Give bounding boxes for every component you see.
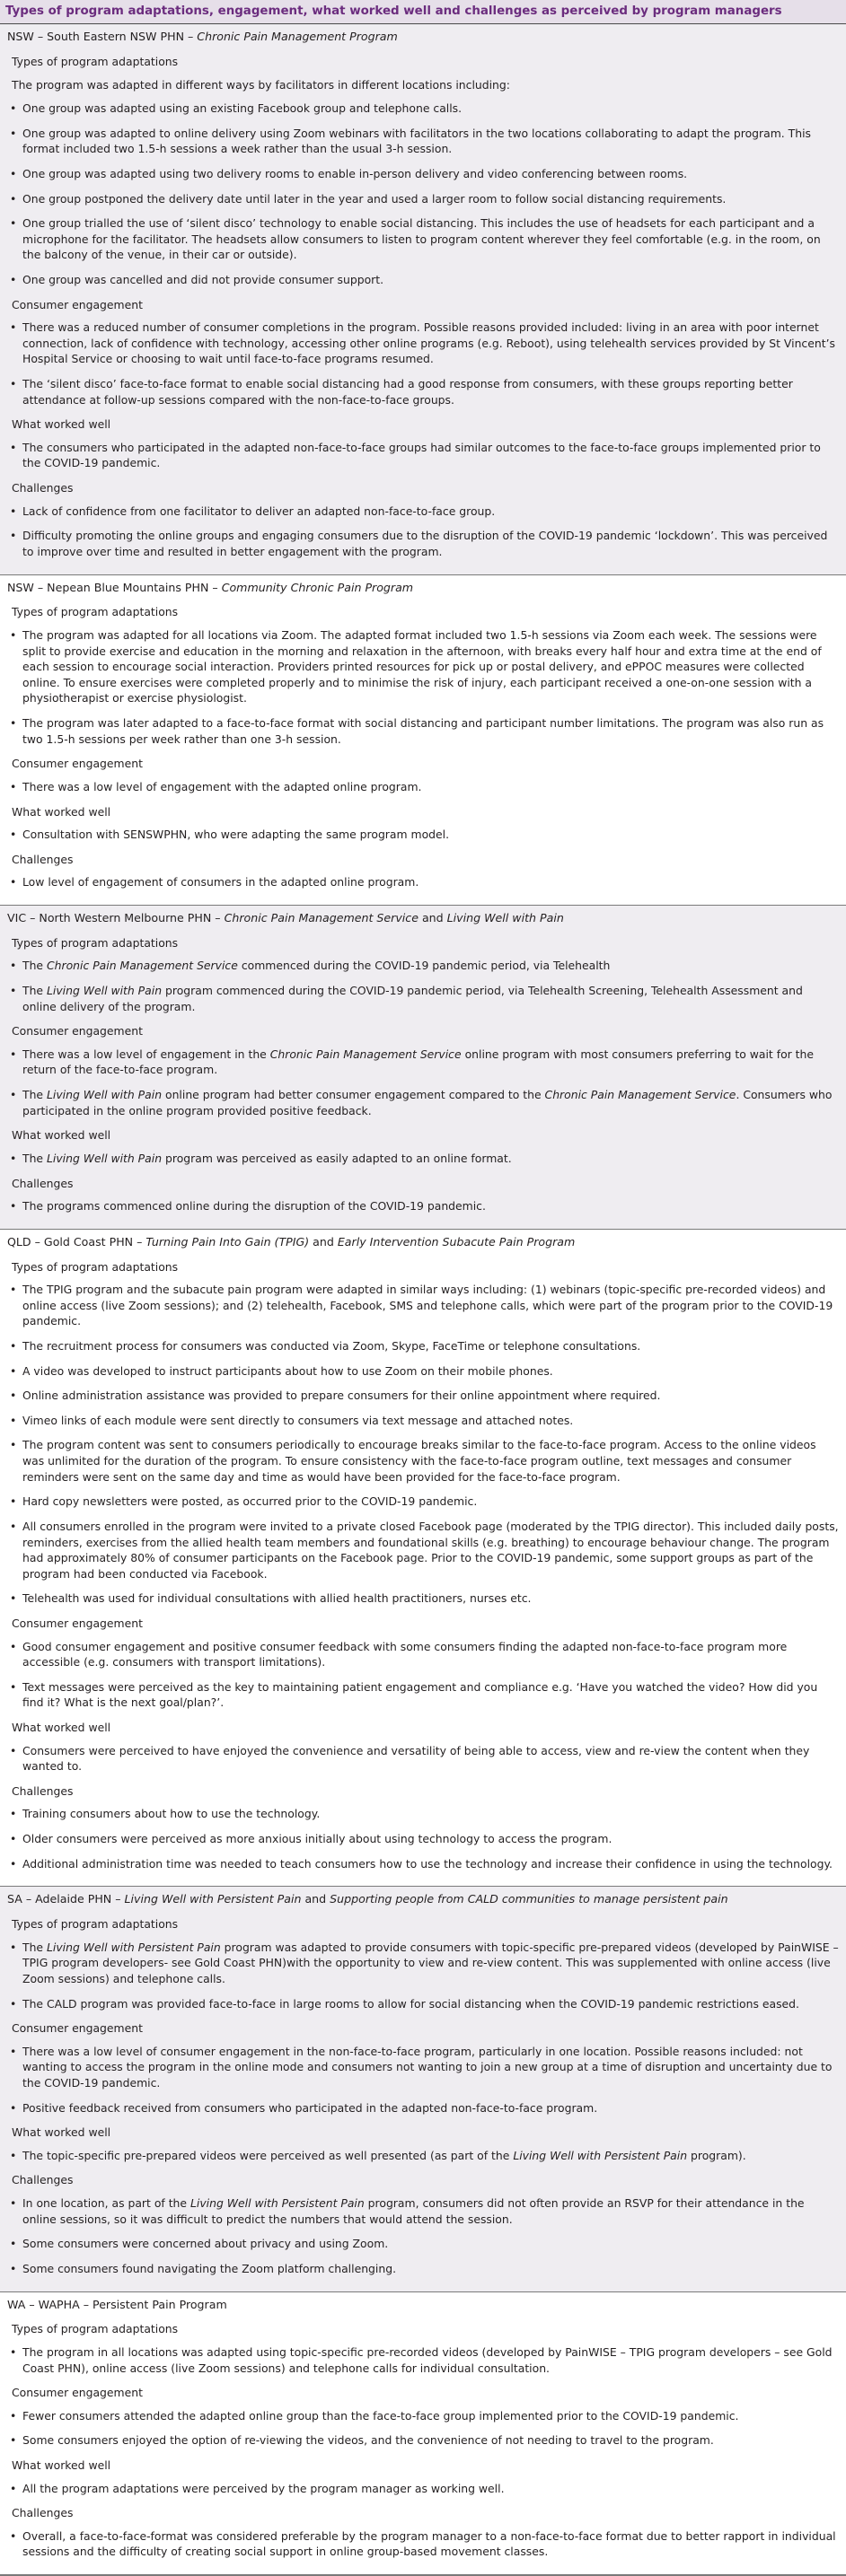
bullet-item: • Additional administration time was needed to teach consumers how to use the technology and increase their confidence in using the technology. xyxy=(7,1856,839,1872)
bullet-item: • The program was later adapted to a face-to-face format with social distancing and participant number limitations. The program was also run as two 1.5-h sessions per week rather than one 3-h session. xyxy=(7,715,839,747)
bullet-item: • The program was adapted for all locations via Zoom. The adapted format included two 1.5-h sessions via Zoom each week. The sessions were split to provide exercise and education in the morning and relaxation in the afternoon, with breaks every half hour and extra time at the end of each session to encourage social interaction. Providers printed resources for pick up or postal delivery, and ePPOC measures were collected online. To ensure exercises were completed properly and to minimise the risk of injury, each participant received a one-on-one session with a physiotherapist or exercise physiologist. xyxy=(7,627,839,706)
bullet-item: • Telehealth was used for individual consultations with allied health practitioners, nurses etc. xyxy=(7,1590,839,1607)
subheading: What worked well xyxy=(12,2458,111,2473)
bullet-list xyxy=(7,2148,839,2164)
section-header: SA – Adelaide PHN – Living Well with Persistent Pain and Supporting people from CALD communities to manage persistent pain xyxy=(7,1892,728,1906)
bullet-item: • The Living Well with Pain program commenced during the COVID-19 pandemic period, via Telehealth Screening, Telehealth Assessment and online delivery of the program. xyxy=(7,983,839,1014)
bullet-item: • The topic-specific pre-prepared videos were perceived as well presented (as part of the Living Well with Persistent Pain program). xyxy=(7,2148,839,2164)
bullet-item: • One group was adapted using two delivery rooms to enable in-person delivery and video conferencing between rooms. xyxy=(7,166,839,182)
bullet-list xyxy=(7,2344,839,2376)
bullet-item: • The consumers who participated in the adapted non-face-to-face groups had similar outcomes to the face-to-face groups implemented prior to the COVID-19 pandemic. xyxy=(7,440,839,471)
region-section xyxy=(0,24,846,575)
section-header: NSW – South Eastern NSW PHN – Chronic Pain Management Program xyxy=(7,30,398,44)
subheading: Types of program adaptations xyxy=(12,1917,179,1932)
bullet-list xyxy=(7,2408,839,2449)
bullet-item: • One group was cancelled and did not provide consumer support. xyxy=(7,272,839,288)
bullet-item: • The Living Well with Persistent Pain program was adapted to provide consumers with topic-specific pre-prepared videos (developed by PainWISE – TPIG program developers- see Gold Coast PHN)with the opportunity to view and re-view content. This was supplemented with online access (live Zoom sessions) and telephone calls. xyxy=(7,1940,839,1987)
bullet-list xyxy=(7,101,839,287)
bullet-list xyxy=(7,627,839,747)
bullet-list xyxy=(7,1151,839,1167)
subheading: Consumer engagement xyxy=(12,297,143,311)
bullet-item: • Hard copy newsletters were posted, as occurred prior to the COVID-19 pandemic. xyxy=(7,1494,839,1510)
section-header: NSW – Nepean Blue Mountains PHN – Community Chronic Pain Program xyxy=(7,580,414,594)
bullet-item: • Positive feedback received from consumers who participated in the adapted non-face-to-face program. xyxy=(7,2100,839,2116)
table-title: Types of program adaptations, engagement, what worked well and challenges as perceived by program managers xyxy=(0,0,846,24)
subheading: What worked well xyxy=(12,2125,111,2140)
bullet-list xyxy=(7,2044,839,2116)
subheading: Consumer engagement xyxy=(12,2021,143,2036)
bullet-item: • All consumers enrolled in the program were invited to a private closed Facebook page (moderated by the TPIG director). This included daily posts, reminders, exercises from the allied health team members and foundational skills (e.g. breathing) to encourage behaviour change. The program had approximately 80% of consumer participants on the Facebook page. Prior to the COVID-19 pandemic, some support groups as part of the program had been conducted via Facebook. xyxy=(7,1519,839,1582)
bullet-item: • The programs commenced online during the disruption of the COVID-19 pandemic. xyxy=(7,1198,839,1214)
bullet-list xyxy=(7,1940,839,2011)
bullet-item: • Online administration assistance was provided to prepare consumers for their online appointment where required. xyxy=(7,1388,839,1404)
subheading: Challenges xyxy=(12,2173,74,2187)
bullet-list xyxy=(7,2195,839,2276)
region-section xyxy=(0,575,846,906)
bullet-item: • The Living Well with Pain online program had better consumer engagement compared to the Chronic Pain Management Service. Consumers who participated in the online program provided positive feedback. xyxy=(7,1087,839,1118)
bullet-item: • One group was adapted to online delivery using Zoom webinars with facilitators in the two locations collaborating to adapt the program. This format included two 1.5-h sessions a week rather than the usual 3-h session. xyxy=(7,126,839,157)
subheading: Challenges xyxy=(12,481,74,495)
section-header: WA – WAPHA – Persistent Pain Program xyxy=(7,2297,227,2311)
subheading: Consumer engagement xyxy=(12,1616,143,1630)
bullet-item: • There was a reduced number of consumer completions in the program. Possible reasons provided included: living in an area with poor internet connection, lack of confidence with technology, accessing other online programs (e.g. Reboot), using telehealth services provided by St Vincent’s Hospital Service or choosing to wait until face-to-face programs resumed. xyxy=(7,320,839,367)
subheading: What worked well xyxy=(12,417,111,432)
bullet-item: • The TPIG program and the subacute pain program were adapted in similar ways including: (1) webinars (topic-specific pre-recorded videos) and online access (live Zoom sessions); and (2) telehealth, Facebook, SMS and telephone calls, which were part of the program prior to the COVID-19 pandemic. xyxy=(7,1282,839,1329)
bullet-item: • Some consumers were concerned about privacy and using Zoom. xyxy=(7,2236,839,2252)
bullet-item: • Lack of confidence from one facilitator to deliver an adapted non-face-to-face group. xyxy=(7,504,839,520)
bullet-item: • In one location, as part of the Living Well with Persistent Pain program, consumers did not often provide an RSVP for their attendance in the online sessions, so it was difficult to predict the numbers that would attend the session. xyxy=(7,2195,839,2227)
subheading: Consumer engagement xyxy=(12,1024,143,1038)
bullet-list xyxy=(7,1282,839,1607)
bullet-item: • Consultation with SENSWPHN, who were adapting the same program model. xyxy=(7,827,839,843)
subheading: Challenges xyxy=(12,2506,74,2520)
bullet-item: • All the program adaptations were perceived by the program manager as working well. xyxy=(7,2481,839,2497)
bullet-item: • Some consumers found navigating the Zoom platform challenging. xyxy=(7,2261,839,2277)
region-section xyxy=(0,1887,846,2291)
bullet-item: • Consumers were perceived to have enjoyed the convenience and versatility of being able to access, view and re-view the content when they wanted to. xyxy=(7,1743,839,1774)
subheading: Types of program adaptations xyxy=(12,605,179,619)
subheading: Types of program adaptations xyxy=(12,2322,179,2336)
bullet-list xyxy=(7,779,839,795)
subheading: Consumer engagement xyxy=(12,757,143,771)
table-body xyxy=(0,24,846,2575)
region-section xyxy=(0,2292,846,2576)
bullet-item: • Some consumers enjoyed the option of re-viewing the videos, and the convenience of not needing to travel to the program. xyxy=(7,2432,839,2449)
bullet-item: • There was a low level of engagement with the adapted online program. xyxy=(7,779,839,795)
bullet-list xyxy=(7,440,839,471)
bullet-list xyxy=(7,1743,839,1774)
bullet-item: • Low level of engagement of consumers in the adapted online program. xyxy=(7,874,839,890)
bullet-item: • One group trialled the use of ‘silent disco’ technology to enable social distancing. This includes the use of headsets for each participant and a microphone for the facilitator. The headsets allow consumers to listen to program content wherever they feel comfortable (e.g. in the room, on the balcony of the venue, in their car or outside). xyxy=(7,215,839,263)
bullet-list xyxy=(7,958,839,1014)
bullet-list xyxy=(7,1198,839,1214)
section-header: VIC – North Western Melbourne PHN – Chronic Pain Management Service and Living Well with Pain xyxy=(7,910,564,924)
bullet-item: • The Chronic Pain Management Service commenced during the COVID-19 pandemic period, via Telehealth xyxy=(7,958,839,974)
bullet-list xyxy=(7,2528,839,2560)
subheading: Challenges xyxy=(12,1783,74,1798)
subheading: Types of program adaptations xyxy=(12,935,179,950)
intro-text: The program was adapted in different ways by facilitators in different locations including: xyxy=(12,77,510,92)
subheading: Challenges xyxy=(12,852,74,866)
region-section xyxy=(0,906,846,1230)
bullet-item: • Difficulty promoting the online groups and engaging consumers due to the disruption of the COVID-19 pandemic ‘lockdown’. This was perceived to improve over time and resulted in better engagement with the program. xyxy=(7,528,839,559)
bullet-item: • One group was adapted using an existing Facebook group and telephone calls. xyxy=(7,101,839,117)
subheading: Consumer engagement xyxy=(12,2386,143,2400)
bullet-list xyxy=(7,874,839,890)
bullet-item: • Fewer consumers attended the adapted online group than the face-to-face group implemented prior to the COVID-19 pandemic. xyxy=(7,2408,839,2424)
subheading: What worked well xyxy=(12,1721,111,1735)
bullet-list xyxy=(7,1639,839,1711)
bullet-item: • Training consumers about how to use the technology. xyxy=(7,1806,839,1822)
region-section xyxy=(0,1230,846,1888)
bullet-item: • Older consumers were perceived as more anxious initially about using technology to access the program. xyxy=(7,1831,839,1847)
bullet-item: • One group postponed the delivery date until later in the year and used a larger room to follow social distancing requirements. xyxy=(7,191,839,207)
bullet-item: • The recruitment process for consumers was conducted via Zoom, Skype, FaceTime or telephone consultations. xyxy=(7,1338,839,1354)
bullet-item: • The ‘silent disco’ face-to-face format to enable social distancing had a good response from consumers, with these groups reporting better attendance at follow-up sessions compared with the non-face-to-face groups. xyxy=(7,376,839,407)
subheading: Types of program adaptations xyxy=(12,1259,179,1274)
subheading: What worked well xyxy=(12,804,111,819)
bullet-list xyxy=(7,1047,839,1118)
bullet-item: • Good consumer engagement and positive consumer feedback with some consumers finding the adapted non-face-to-face program more accessible (e.g. consumers with transport limitations). xyxy=(7,1639,839,1670)
bullet-list xyxy=(7,320,839,407)
bullet-item: • Vimeo links of each module were sent directly to consumers via text message and attached notes. xyxy=(7,1413,839,1429)
bullet-item: • Text messages were perceived as the key to maintaining patient engagement and compliance e.g. ‘Have you watched the video? How did you find it? What is the next goal/plan?’. xyxy=(7,1679,839,1711)
subheading: Challenges xyxy=(12,1176,74,1190)
section-header: QLD – Gold Coast PHN – Turning Pain Into Gain (TPIG) and Early Intervention Subacute Pain Program xyxy=(7,1234,576,1249)
bullet-item: • There was a low level of engagement in the Chronic Pain Management Service online program with most consumers preferring to wait for the return of the face-to-face program. xyxy=(7,1047,839,1078)
bullet-list xyxy=(7,827,839,843)
subheading: What worked well xyxy=(12,1128,111,1143)
bullet-item: • A video was developed to instruct participants about how to use Zoom on their mobile phones. xyxy=(7,1363,839,1380)
bullet-item: • Overall, a face-to-face-format was considered preferable by the program manager to a non-face-to-face format due to better rapport in individual sessions and the difficulty of creating social support in online group-based movement classes. xyxy=(7,2528,839,2560)
bullet-item: • The CALD program was provided face-to-face in large rooms to allow for social distancing when the COVID-19 pandemic restrictions eased. xyxy=(7,1996,839,2012)
bullet-item: • There was a low level of consumer engagement in the non-face-to-face program, particularly in one location. Possible reasons included: not wanting to access the program in the online mode and consumers not wanting to join a new group at a time of disruption and uncertainty due to the COVID-19 pandemic. xyxy=(7,2044,839,2091)
bullet-item: • The Living Well with Pain program was perceived as easily adapted to an online format. xyxy=(7,1151,839,1167)
bullet-item: • The program in all locations was adapted using topic-specific pre-recorded videos (developed by PainWISE – TPIG program developers – see Gold Coast PHN), online access (live Zoom sessions) and telephone calls for individual consultation. xyxy=(7,2344,839,2376)
bullet-list xyxy=(7,504,839,560)
bullet-list xyxy=(7,2481,839,2497)
bullet-item: • The program content was sent to consumers periodically to encourage breaks similar to the face-to-face program. Access to the online videos was unlimited for the duration of the program. To ensure consistency with the face-to-face program outline, text messages and consumer reminders were sent on the same day and time as would have been provided for the face-to-face program. xyxy=(7,1437,839,1485)
subheading: Types of program adaptations xyxy=(12,54,179,68)
bullet-list xyxy=(7,1806,839,1871)
